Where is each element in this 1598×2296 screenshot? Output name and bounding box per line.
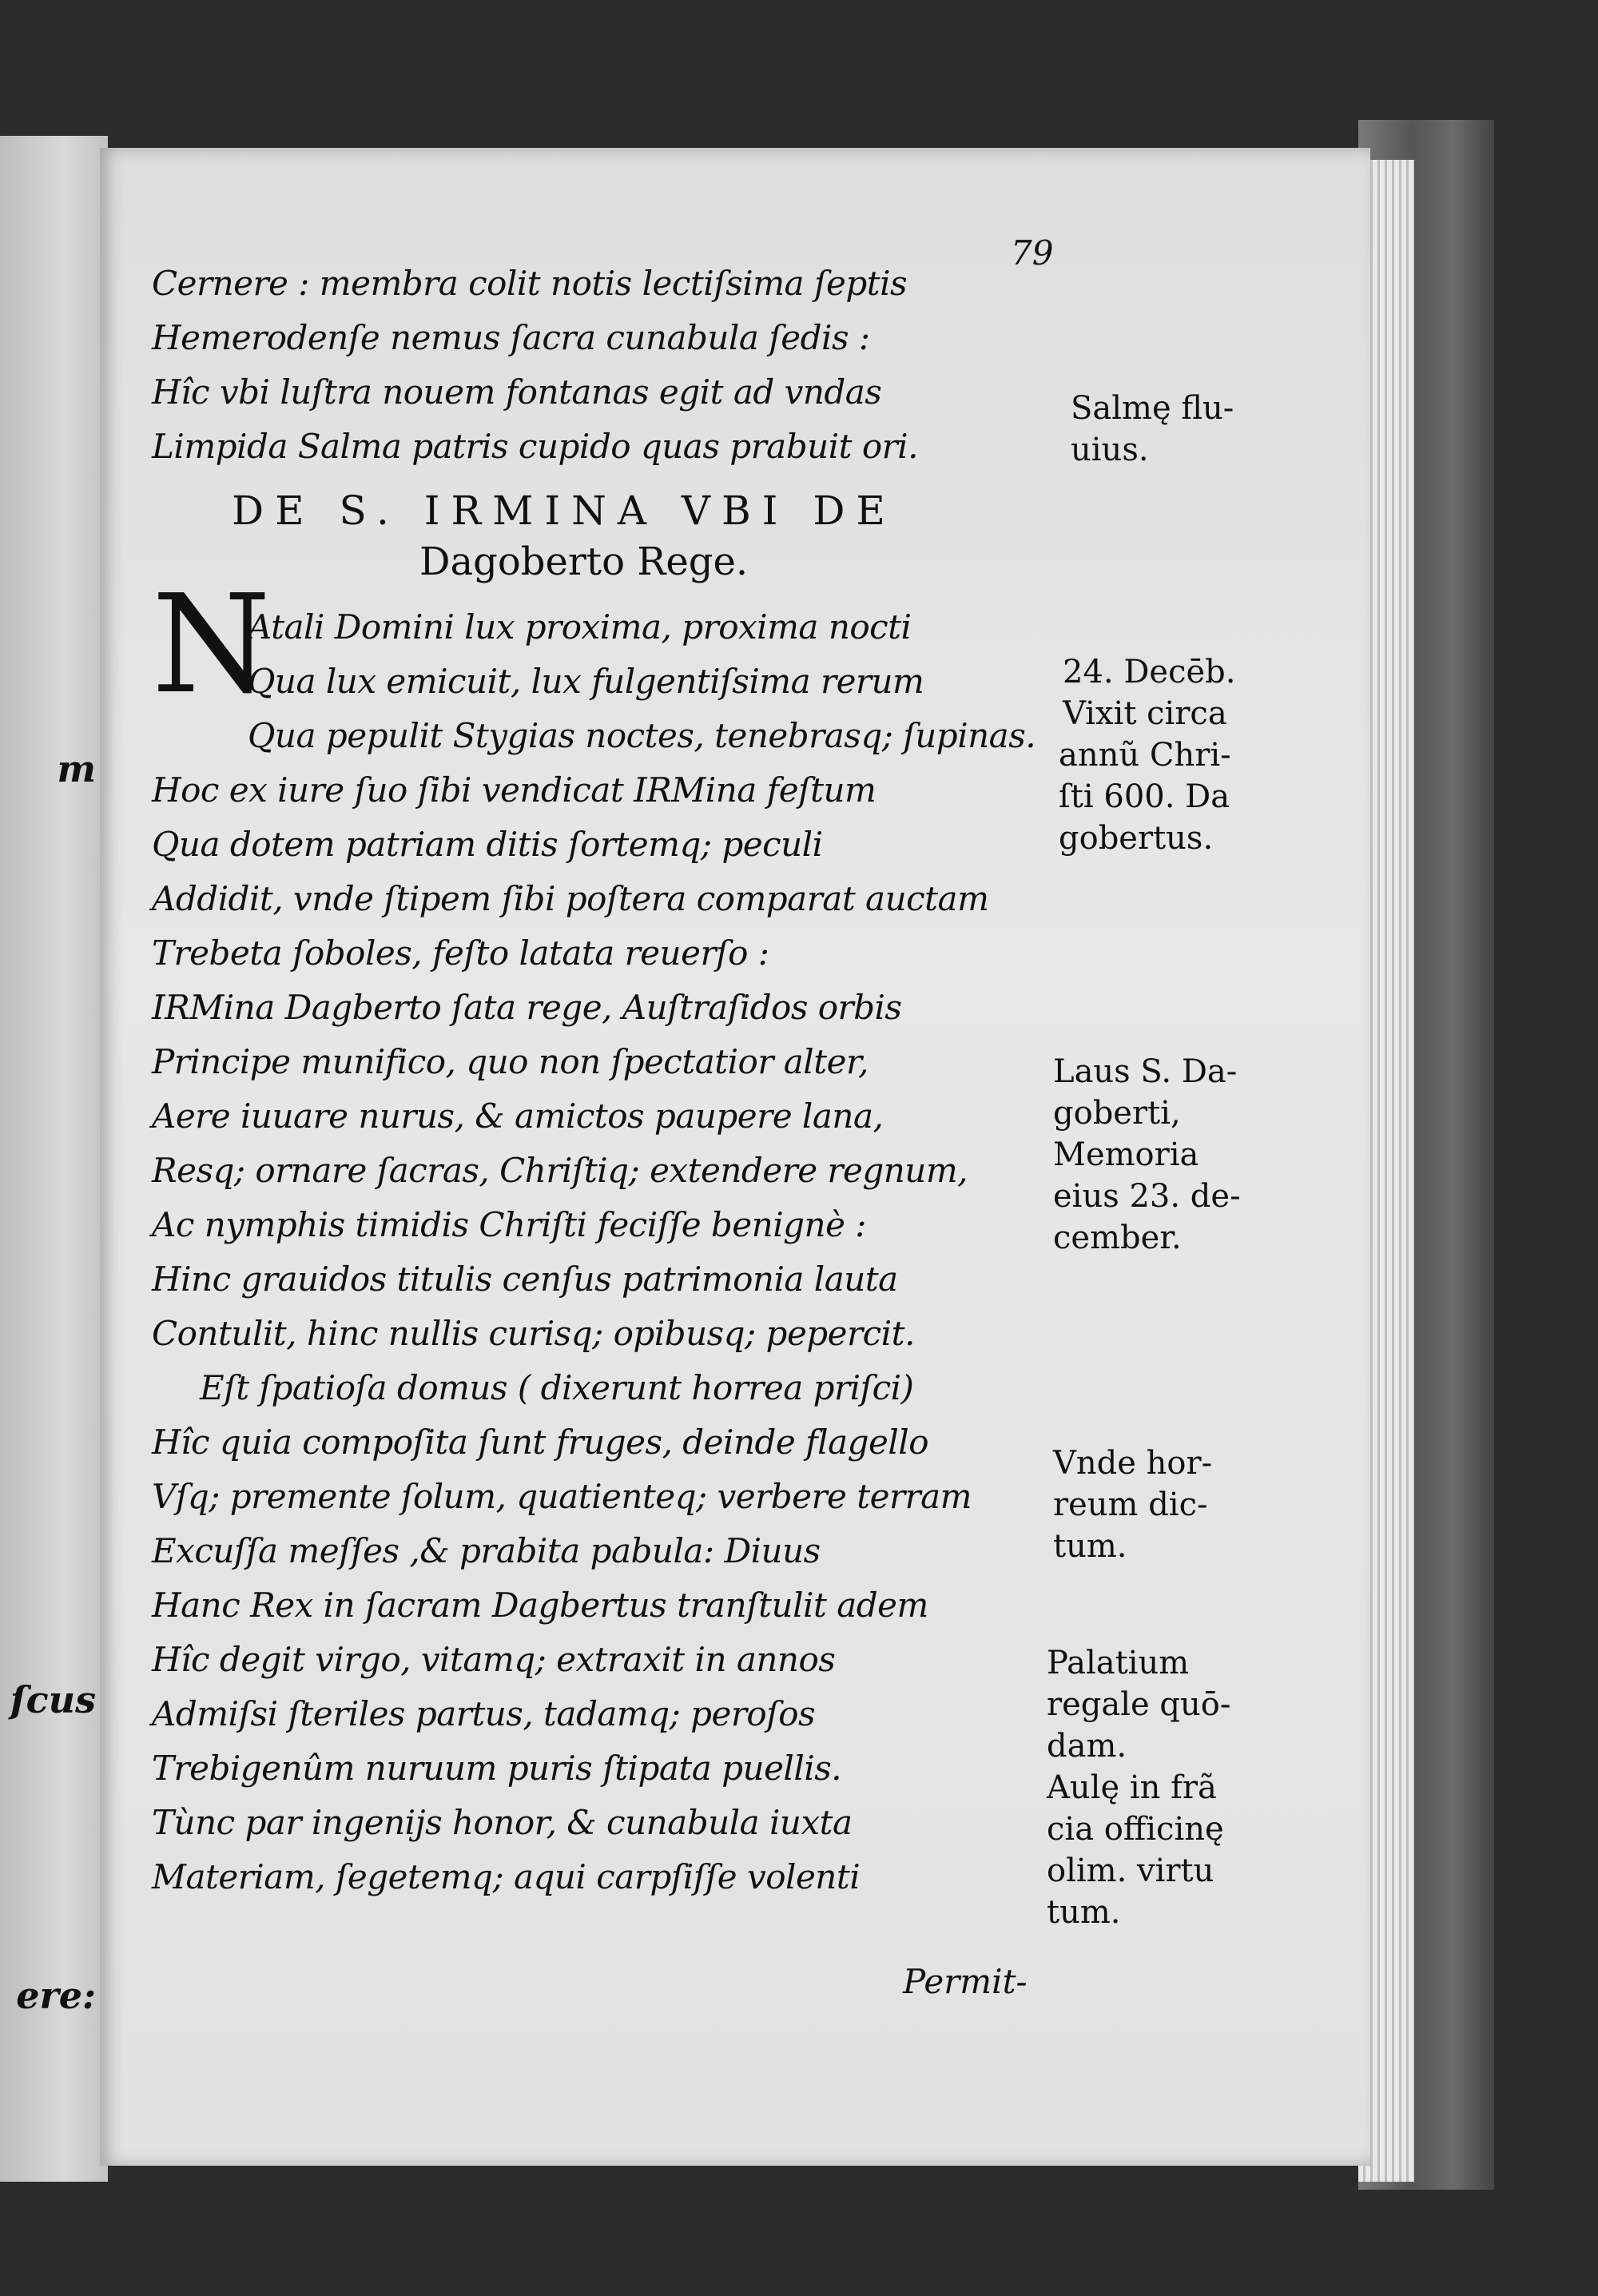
verse-line: IRMina Dagberto ſata rege, Auſtraſidos orbis bbox=[152, 988, 902, 1027]
verse-line: Admiſsi ſteriles partus, tadamq; peroſos bbox=[152, 1694, 816, 1733]
verse-line: Contulit, hinc nullis curisq; opibusq; pepercit. bbox=[152, 1314, 915, 1353]
verse-line: Qua pepulit Stygias noctes, tenebrasq; ſupinas. bbox=[248, 716, 1036, 755]
drop-cap: N bbox=[152, 566, 271, 724]
verse-line: Limpida Salma patris cupido quas prabuit ori. bbox=[152, 427, 918, 466]
margin-note: uius. bbox=[1071, 432, 1149, 468]
margin-note: tum. bbox=[1047, 1894, 1121, 1931]
verse-line: Principe munifico, quo non ſpectatior alter, bbox=[152, 1042, 869, 1081]
margin-note: Vixit circa bbox=[1063, 695, 1227, 732]
margin-note: Salmę flu- bbox=[1071, 390, 1234, 427]
verse-line: Hemerodenſe nemus ſacra cunabula ſedis : bbox=[152, 318, 870, 357]
left-page-fragment: ere: bbox=[16, 1974, 96, 2017]
margin-note: annũ Chri- bbox=[1059, 737, 1231, 774]
margin-note: Vnde hor- bbox=[1053, 1445, 1213, 1482]
verse-line: Eſt ſpatioſa domus ( dixerunt horrea priſci) bbox=[200, 1368, 914, 1407]
margin-note: gobertus. bbox=[1059, 820, 1214, 857]
verse-line: Hîc degit virgo, vitamq; extraxit in annos bbox=[152, 1640, 836, 1679]
page-number: 79 bbox=[1011, 233, 1054, 273]
left-page-edge bbox=[0, 136, 108, 2182]
verse-line: Qua dotem patriam ditis ſortemq; peculi bbox=[152, 825, 823, 864]
verse-line: Resq; ornare ſacras, Chriſtiq; extendere regnum, bbox=[152, 1151, 968, 1190]
verse-line: Hîc quia compoſita ſunt fruges, deinde flagello bbox=[152, 1423, 929, 1462]
verse-line: Atali Domini lux proxima, proxima nocti bbox=[248, 607, 912, 647]
verse-line: Hanc Rex in ſacram Dagbertus tranſtulit adem bbox=[152, 1586, 928, 1625]
verse-line: Vſq; premente ſolum, quatienteq; verbere terram bbox=[152, 1477, 972, 1516]
verse-line: Trebigenûm nuruum puris ſtipata puellis. bbox=[152, 1749, 842, 1788]
margin-note: goberti, bbox=[1053, 1095, 1181, 1132]
margin-note: Laus S. Da- bbox=[1053, 1053, 1238, 1090]
verse-line: Trebeta ſoboles, feſto latata reuerſo : bbox=[152, 933, 769, 973]
verse-line: Materiam, ſegetemq; aqui carpſiſſe volenti bbox=[152, 1857, 861, 1896]
verse-line: Hinc grauidos titulis cenſus patrimonia lauta bbox=[152, 1259, 898, 1299]
left-page-fragment: m bbox=[57, 747, 96, 790]
margin-note: cember. bbox=[1053, 1220, 1182, 1256]
verse-line: Qua lux emicuit, lux fulgentiſsima rerum bbox=[248, 662, 924, 701]
margin-note: 24. Decēb. bbox=[1063, 654, 1236, 690]
verse-line: Excuſſa meſſes ,& prabita pabula: Diuus bbox=[152, 1531, 821, 1570]
verse-line: Ac nymphis timidis Chriſti feciſſe benignè : bbox=[152, 1205, 866, 1244]
margin-note: tum. bbox=[1053, 1528, 1127, 1565]
verse-line: Hoc ex iure ſuo ſibi vendicat IRMina feſtum bbox=[152, 770, 877, 810]
verse-line: Aere iuuare nurus, & amictos paupere lana, bbox=[152, 1096, 884, 1136]
catchword: Permit- bbox=[903, 1962, 1028, 2001]
section-subheading: Dagoberto Rege. bbox=[419, 539, 749, 584]
margin-note: eius 23. de- bbox=[1053, 1178, 1241, 1215]
margin-note: Palatium bbox=[1047, 1645, 1190, 1681]
margin-note: regale quō- bbox=[1047, 1686, 1231, 1723]
margin-note: Aulę in frã bbox=[1047, 1769, 1217, 1806]
section-heading: DE S. IRMINA VBI DE bbox=[232, 487, 896, 534]
verse-line: Hîc vbi luſtra nouem fontanas egit ad vndas bbox=[152, 372, 882, 412]
verse-line: Tùnc par ingenijs honor, & cunabula iuxta bbox=[152, 1803, 853, 1842]
margin-note: olim. virtu bbox=[1047, 1852, 1214, 1889]
margin-note: Memoria bbox=[1053, 1136, 1199, 1173]
margin-note: cia officinę bbox=[1047, 1811, 1224, 1848]
verse-line: Cernere : membra colit notis lectiſsima ſeptis bbox=[152, 264, 908, 303]
verse-line: Addidit, vnde ſtipem ſibi poſtera comparat auctam bbox=[152, 879, 989, 918]
margin-note: dam. bbox=[1047, 1728, 1127, 1765]
margin-note: ſti 600. Da bbox=[1059, 778, 1230, 815]
margin-note: reum dic- bbox=[1053, 1486, 1208, 1523]
left-page-fragment: ſcus bbox=[10, 1678, 96, 1721]
